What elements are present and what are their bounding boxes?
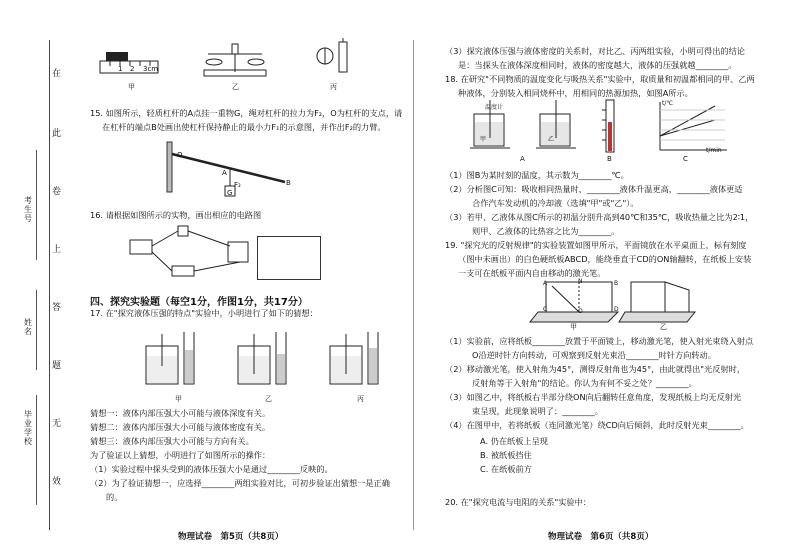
q17-sub-3: （3）探究液体压强与液体密度的关系时，对比乙、丙两组实验，小明可得出的结论 [445, 46, 745, 56]
q18-sub-2: （2）分析图C可知：吸收相同热量时，________液体升温更高，________液体更适 [445, 184, 743, 194]
q19-option-B: B. 被纸板挡住 [480, 450, 532, 460]
q18-sub-3: （3）若甲、乙液体从图C所示的初温分别升高到40℃和35℃，吸收热量之比为2∶1， [445, 212, 754, 222]
q19-sub-3: （3）如图乙中，将纸板右半部分绕ON向后翻转任意角度，发现纸板上均无反射光 [445, 392, 742, 402]
circuit-figure [130, 226, 255, 281]
lever-label-F2: F₂ [234, 181, 241, 189]
q19-text-3: 一支可在纸板平面内自由移动的激光笔。 [458, 268, 606, 278]
q19-sub-3b: 束呈现，此现象说明了：________。 [472, 406, 604, 416]
fig-label-A: A [520, 155, 525, 163]
fig-label-yi: 乙 [660, 323, 667, 331]
q18-sub-2b: 合作汽车发动机的冷却液（选填"甲"或"乙"）。 [472, 198, 639, 208]
q18-text-1: 18. 在研究"不同物质的温度变化与吸热关系"实验中，取质量和初温都相同的甲、乙两 [445, 74, 755, 84]
q18-text-2: 种液体，分别装入相同烧杯中，用相同的热源加热，如图A所示。 [458, 88, 693, 98]
fig-label-N: N [578, 278, 583, 285]
q17-guess-1: 猜想一：液体内部压强大小可能与液体深度有关。 [90, 408, 271, 418]
ruler-tick: 1 [118, 65, 123, 73]
page-divider [413, 40, 414, 530]
section-4-title: 四、探究实验题（每空1分，作图1分，共17分） [90, 297, 308, 308]
spring-scale-figure [315, 38, 355, 83]
thermometer-figure [600, 100, 620, 155]
q19-sub-1b: O沿逆时针方向转动，可观察到反射光束沿________时针方向转动。 [472, 350, 716, 360]
fig-label-jia: 甲 [480, 136, 487, 143]
q17-text-1: 17. 在"探究液体压强的特点"实验中，小明进行了如下的猜想： [90, 308, 318, 318]
fig-label-jia: 甲 [570, 323, 577, 331]
exam-number-line [36, 150, 37, 260]
q17-sub-3b: 是：当探头在液体深度相同时，液体的密度越大，液体的压强就越________。 [458, 60, 737, 70]
page-footer-left: 物理试卷 第5页（共8页） [178, 532, 284, 542]
seal-char: 答 [52, 303, 62, 313]
seal-char: 题 [52, 361, 62, 371]
q19-option-A: A. 仍在纸板上呈现 [480, 436, 548, 446]
q17-sub-2b: 的。 [106, 492, 123, 502]
q16-text-1: 16. 请根据如图所示的实物，画出相应的电路图 [90, 210, 262, 220]
fig-label-A: A [543, 280, 548, 287]
q19-text-1: 19. "探究光的反射规律"的实验装置如图甲所示，平面镜放在水平桌面上，标有刻度 [445, 240, 747, 250]
q17-guess-2: 猜想二：液体内部压强大小可能与液体密度有关。 [90, 422, 271, 432]
balance-figure [200, 40, 270, 80]
q17-sub-2: （2）为了验证猜想一，应选择________两组实验对比，可初步验证出猜想一是正确 [90, 478, 390, 488]
lever-label-A: A [222, 169, 227, 177]
q15-text-2: 在杠杆的端点B处画出使杠杆保持静止的最小力F₁的示意图，并作出F₂的力臂。 [102, 122, 386, 132]
binding-margin [0, 0, 80, 560]
graph-axis-t: t/℃ [662, 100, 674, 107]
q18-sub-3b: 则甲、乙液体的比热容之比为________。 [472, 226, 620, 236]
q19-sub-1: （1）实验前，应将纸板________放置于平面镜上，移动激光笔，使入射光束绕入射点 [445, 336, 754, 346]
fig-label-bing: 丙 [330, 83, 337, 91]
fig-label-D: D [614, 306, 619, 313]
reflection-figure-yi [625, 280, 705, 325]
q19-sub-2: （2）移动激光笔，使入射角为45°，测得反射角也为45°，由此就得出"光反射时， [445, 364, 746, 374]
q18-sub-1: （1）图B为某时刻的温度，其示数为________℃。 [445, 170, 629, 180]
q19-option-C: C. 在纸板前方 [480, 464, 532, 474]
fig-label-bing: 丙 [357, 395, 364, 403]
q17-text-5: 为了验证以上猜想，小明进行了如图所示的操作： [90, 450, 271, 460]
ruler-tick: 3cm [143, 65, 159, 73]
school-line [36, 395, 37, 505]
fig-label-yi: 乙 [548, 136, 555, 143]
page-footer-right: 物理试卷 第6页（共8页） [548, 532, 654, 542]
seal-char: 效 [52, 477, 62, 487]
fig-label-jia: 甲 [128, 83, 135, 91]
fig-label-C: C [543, 306, 548, 313]
graph-axis-min: t/min [706, 147, 722, 154]
school-label: 毕业学校 [24, 410, 32, 446]
binding-line [49, 40, 50, 530]
fig-label-B: B [607, 155, 612, 163]
fig-label-jia: 甲 [175, 395, 182, 403]
q19-sub-4: （4）在图甲中，若将纸板（连同激光笔）绕CD向后倾斜，此时反射光束________。 [445, 420, 749, 430]
seal-char: 卷 [52, 187, 62, 197]
q19-text-2: （图中未画出）的白色硬纸板ABCD，能绕垂直于CD的ON轴翻转，在纸板上安装 [458, 254, 752, 264]
name-line [36, 290, 37, 370]
pressure-gauge-figures [142, 326, 412, 391]
q17-sub-1: （1）实验过程中探头受到的液体压强大小是通过________反映的。 [90, 464, 333, 474]
q15-text-1: 15. 如图所示，轻质杠杆的A点挂一重物G，绳对杠杆的拉力为F₂，O为杠杆的支点，请 [90, 108, 403, 118]
seal-char: 上 [52, 245, 62, 255]
q19-sub-2b: 反射角等于入射角"的结论。你认为有何不妥之处？________。 [472, 378, 697, 388]
q20-text: 20. 在"探究电流与电阻的关系"实验中： [445, 497, 591, 507]
q17-guess-3: 猜想三：液体内部压强大小可能与方向有关。 [90, 436, 254, 446]
fig-label-yi: 乙 [232, 83, 239, 91]
fig-label-B: B [614, 280, 619, 287]
circuit-answer-box[interactable] [257, 236, 321, 280]
thermo-label: 温度计 [485, 104, 504, 111]
fig-label-O: O [578, 308, 583, 315]
ruler-tick: 2 [130, 65, 135, 73]
lever-label-B: B [286, 179, 291, 187]
seal-char: 在 [52, 69, 62, 79]
exam-number-label: 考生号 [24, 196, 32, 223]
fig-label-yi: 乙 [265, 395, 272, 403]
lever-label-G: G [227, 189, 233, 197]
name-label: 姓名 [24, 318, 32, 336]
seal-char: 无 [52, 419, 62, 429]
fig-label-C: C [683, 155, 688, 163]
lever-label-O: O [177, 151, 183, 159]
seal-char: 此 [52, 129, 62, 139]
